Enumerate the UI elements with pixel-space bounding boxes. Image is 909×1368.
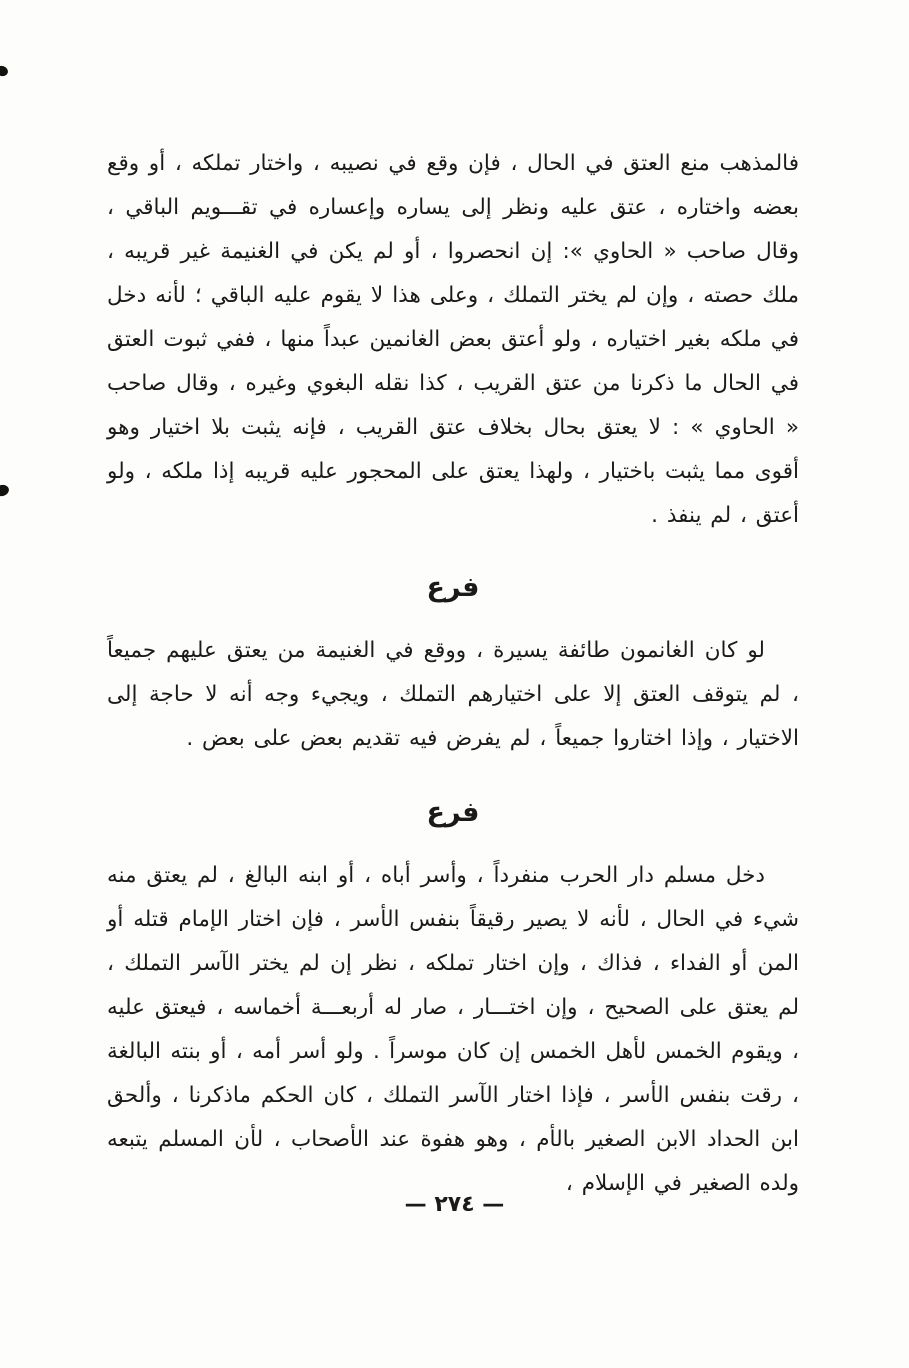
body-paragraph-2: لو كان الغانمون طائفة يسيرة ، ووقع في الغنيمة من يعتق عليهم جميعاً ، لم يتوقف العتق إلا على اختيارهم التملك ، ويجيء وجه أنه لا حاجة إلى الاختيار ، وإذا اختاروا جميعاً ، لم يفرض فيه تقديم بعض على بعض . (107, 638, 799, 751)
text-block (107, 142, 799, 1206)
body-paragraph-3: دخل مسلم دار الحرب منفرداً ، وأسر أباه ، أو ابنه البالغ ، لم يعتق منه شيء في الحال ، لأنه لا يصير رقيقاً بنفس الأسر ، فإن اختار الإمام قتله أو المن أو الفداء ، فذاك ، وإن اختار تملكه ، نظر إن لم يختر الآسر التملك ، لم يعتق على الصحيح ، وإن اختـــار ، صار له أربعـــة أخماسه ، فيعتق عليه ، ويقوم الخمس لأهل الخمس إن كان موسراً . ولو أسر أمه ، أو بنته البالغة ، رقت بنفس الأسر ، فإذا اختار الآسر التملك ، كان الحكم ماذكرنا ، وألحق ابن الحداد الابن الصغير بالأم ، وهو هفوة عند الأصحاب ، لأن المسلم يتبعه ولده الصغير في الإسلام ، (107, 863, 799, 1196)
section-heading-far-2: فرع (426, 797, 480, 828)
ink-speck-icon (0, 64, 9, 78)
body-paragraph-1: فالمذهب منع العتق في الحال ، فإن وقع في نصيبه ، واختار تملكه ، أو وقع بعضه واختاره ، عتق عليه ونظر إلى يساره وإعساره في تقـــويم الباقي ، وقال صاحب « الحاوي »: إن انحصروا ، أو لم يكن في الغنيمة غير قريبه ، ملك حصته ، وإن لم يختر التملك ، وعلى هذا لا يقوم عليه الباقي ؛ لأنه دخل في ملكه بغير اختياره ، ولو أعتق بعض الغانمين عبداً منها ، ففي ثبوت العتق في الحال ما ذكرنا من عتق القريب ، كذا نقله البغوي وغيره ، وقال صاحب « الحاوي » : لا يعتق بحال بخلاف عتق القريب ، فإنه يثبت بلا اختيار وهو أقوى مما يثبت باختيار ، ولهذا يعتق على المحجور عليه قريبه إذا ملكه ، ولو أعتق ، لم ينفذ . (107, 151, 799, 528)
ink-speck-icon (0, 483, 10, 497)
page-number: — ٢٧٤ — (404, 1192, 505, 1217)
section-heading-far-1: فرع (426, 572, 480, 603)
